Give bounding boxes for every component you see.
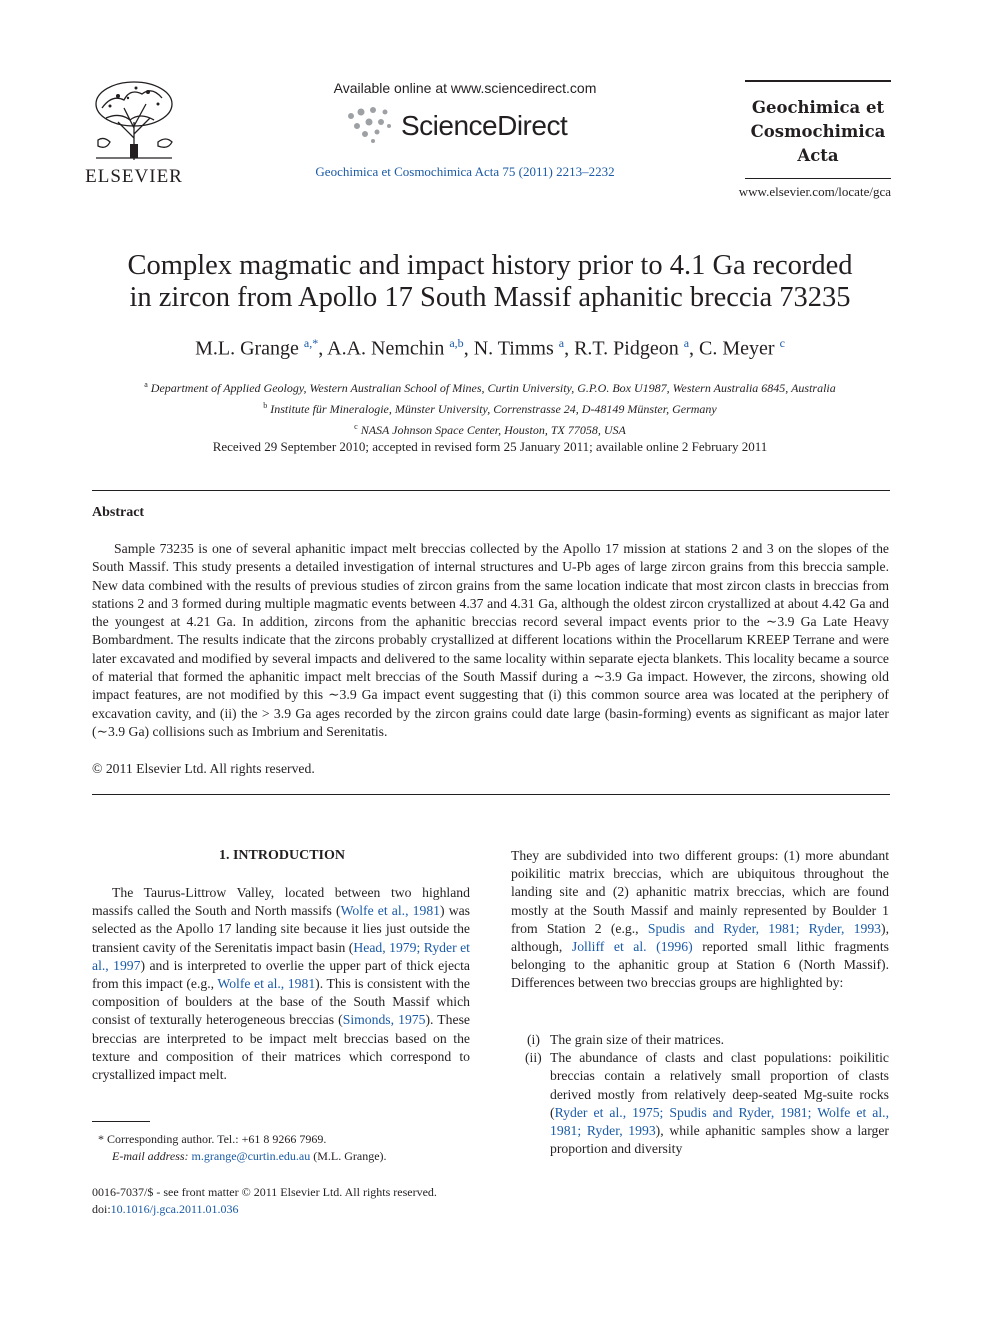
body-text: ). These breccias are interpreted to be impact melt breccias based on the texture and composition of their matrices which correspond to crystallized impact melt. [92, 1012, 470, 1083]
citation-link[interactable]: Wolfe et al., 1981 [340, 903, 441, 919]
author-affiliation-mark[interactable]: a,* [303, 336, 319, 350]
body-text: ), although, [511, 920, 890, 955]
body-text: The abundance of clasts and clast populations: poikilitic breccias contain a relatively small proportion of clasts derived mostly from relatively deep-seated Mg-suite rocks ( [550, 1050, 889, 1120]
affiliation-text: Institute für Mineralogie, Münster University, Correnstrasse 24, D-48149 Münster, Germany [267, 402, 717, 416]
sciencedirect-logo [345, 104, 595, 148]
footnote-star: * [98, 1132, 104, 1146]
citation-link[interactable]: Jolliff et al. (1996) [571, 939, 693, 955]
front-matter [92, 1184, 512, 1218]
body-text: ) and is interpreted to overlie the upper part of thick ejecta from this impact (e.g., [92, 957, 470, 992]
affiliation-mark: a [144, 380, 148, 389]
author-affiliation-mark[interactable]: a [558, 336, 565, 350]
divider-bottom [92, 794, 890, 795]
author-name: C. Meyer [699, 337, 780, 360]
citation-link[interactable]: Ryder et al., 1975; Spudis and Ryder, 1981; Wolfe et al., 1981; Ryder, 1993 [550, 1104, 889, 1139]
publisher-name: ELSEVIER [85, 166, 183, 187]
received-dates: Received 29 September 2010; accepted in revised form 25 January 2011; available online 2 February 2011 [212, 439, 768, 454]
author-separator: , [318, 337, 328, 360]
divider-top [92, 490, 890, 491]
citation-link[interactable]: Simonds, 1975 [342, 1012, 426, 1028]
author-separator: , [463, 337, 474, 360]
abstract-heading: Abstract [92, 505, 145, 520]
journal-citation[interactable]: Geochimica et Cosmochimica Acta 75 (2011) 2213–2232 [315, 164, 615, 179]
body-text: ) was selected as the Apollo 17 landing site because it lies just outside the transient cavity of the Serenitatis impact basin ( [92, 903, 470, 955]
list-item [511, 1049, 889, 1158]
affiliation-mark: b [263, 401, 268, 410]
body-text: The Taurus-Littrow Valley, located between two highland massifs called the South and North massifs ( [92, 885, 470, 919]
differences-list [511, 1031, 889, 1158]
list-marker: (i) [527, 1032, 540, 1047]
issn-line: 0016-7037/$ - see front matter © 2011 Elsevier Ltd. All rights reserved. [92, 1185, 437, 1199]
citation-link[interactable]: Spudis and Ryder, 1981; Ryder, 1993 [647, 920, 882, 936]
article-title: Complex magmatic and impact history prior to 4.1 Ga recorded in zircon from Apollo 17 South Massif aphanitic breccia 73235 [127, 250, 853, 313]
email-suffix: (M.L. Grange). [313, 1149, 387, 1163]
author-list [60, 336, 920, 361]
author-affiliation-mark[interactable]: a [683, 336, 690, 350]
author-separator: , [564, 337, 575, 360]
author-name: N. Timms [473, 337, 559, 360]
intro-paragraph-right [511, 847, 889, 993]
list-marker: (ii) [525, 1050, 542, 1066]
available-online-text: Available online at www.sciencedirect.com [333, 80, 597, 96]
elsevier-logo [84, 78, 184, 187]
list-item-text [550, 1050, 889, 1156]
affiliation-mark: c [354, 422, 358, 431]
elsevier-tree-icon [88, 78, 180, 162]
section-heading-introduction: 1. INTRODUCTION [218, 848, 345, 863]
author-affiliation-mark[interactable]: a,b [449, 336, 464, 350]
journal-title-box [745, 80, 891, 179]
affiliation-text: Department of Applied Geology, Western Australian School of Mines, Curtin University, G.P.O. Box U1987, Western Australia 6845, Australia [147, 381, 836, 395]
abstract-text: Sample 73235 is one of several aphanitic impact melt breccias collected by the Apollo 17 mission at stations 2 and 3 on the slopes of the South Massif. This study presents a detailed investigation of internal structures and U-Pb ages of large zircon grains from this breccia sample. New data combined with the results of previous studies of zircon grains from the same location indicate that most zircon clasts in breccias from stations 2 and 3 formed during multiple magmatic events between 4.37 and 4.31 Ga, although the oldest zircon crystallized at about 4.42 Ga and the youngest at 4.21 Ga. In addition, zircons from the aphanitic breccias record several impact events prior to the ∼3.9 Ga Late Heavy Bombardment. The results indicate that the zircons probably crystallized at different locations within the Procellarum KREEP Terrane and were later excavated and modified by several impacts and delivered to the same locality within separate ejecta blankets. This locality became a source of material that formed the aphanitic impact melt breccias of the South Massif during a ∼3.9 Ga impact. However, the zircons, showing old impact features, are not modified by this ∼3.9 Ga impact event suggesting that (i) this common source area was located at the periphery of excavation cavity, and (ii) the > 3.9 Ga ages recorded by the zircon grains could date large (basin-forming) events as significant as major later (∼3.9 Ga) collisions such as Imbrium and Serenitatis. [92, 541, 889, 739]
author-separator: , [689, 337, 700, 360]
copyright-notice: © 2011 Elsevier Ltd. All rights reserved. [92, 761, 315, 776]
affiliation-line [60, 418, 920, 439]
body-text: The grain size of their matrices. [550, 1032, 725, 1047]
intro-paragraph-left [92, 884, 470, 1084]
footnote-divider [92, 1121, 150, 1122]
doi-label: doi: [92, 1202, 111, 1216]
affiliation-line [60, 376, 920, 397]
affiliations [60, 376, 920, 439]
footnote [92, 1131, 492, 1165]
journal-url[interactable]: www.elsevier.com/locate/gca [738, 184, 891, 199]
sciencedirect-dots-icon [345, 106, 397, 144]
body-text: ). This is consistent with the composition of boulders at the base of the South Massif which consist of texturally heterogeneous breccias ( [92, 976, 470, 1028]
body-text: reported small lithic fragments belonging to the aphanitic group at Station 6 (North Massif). Differences between two breccias groups are highlighted by: [511, 939, 889, 991]
email-label: E-mail address: [112, 1149, 189, 1163]
author-name: M.L. Grange [195, 337, 304, 360]
journal-title: Geochimica et Cosmochimica Acta [750, 98, 886, 165]
doi-link[interactable]: 10.1016/j.gca.2011.01.036 [110, 1202, 239, 1216]
citation-link[interactable]: Wolfe et al., 1981 [217, 976, 316, 992]
body-text: They are subdivided into two different groups: (1) more abundant poikilitic matrix breccias, which are ubiquitous throughout the landing site and (2) aphanitic matrix breccias, which are found mostly at the South Massif and mainly represented by Boulder 1 from Station 2 (e.g., [511, 848, 889, 936]
affiliation-line [60, 397, 920, 418]
list-item-text [550, 1032, 724, 1047]
affiliation-text: NASA Johnson Space Center, Houston, TX 77058, USA [357, 423, 626, 437]
corresponding-author: Corresponding author. Tel.: +61 8 9266 7969. [107, 1132, 327, 1146]
list-item [511, 1031, 889, 1049]
author-affiliation-mark[interactable]: c [779, 336, 785, 350]
email-link[interactable]: m.grange@curtin.edu.au [191, 1149, 311, 1163]
citation-link[interactable]: Head, 1979; Ryder et al., 1997 [92, 939, 470, 973]
author-name: R.T. Pidgeon [574, 337, 684, 360]
author-name: A.A. Nemchin [327, 337, 450, 360]
sciencedirect-wordmark: ScienceDirect [401, 110, 568, 141]
body-text: ), while aphanitic samples show a larger proportion and diversity [550, 1123, 889, 1157]
